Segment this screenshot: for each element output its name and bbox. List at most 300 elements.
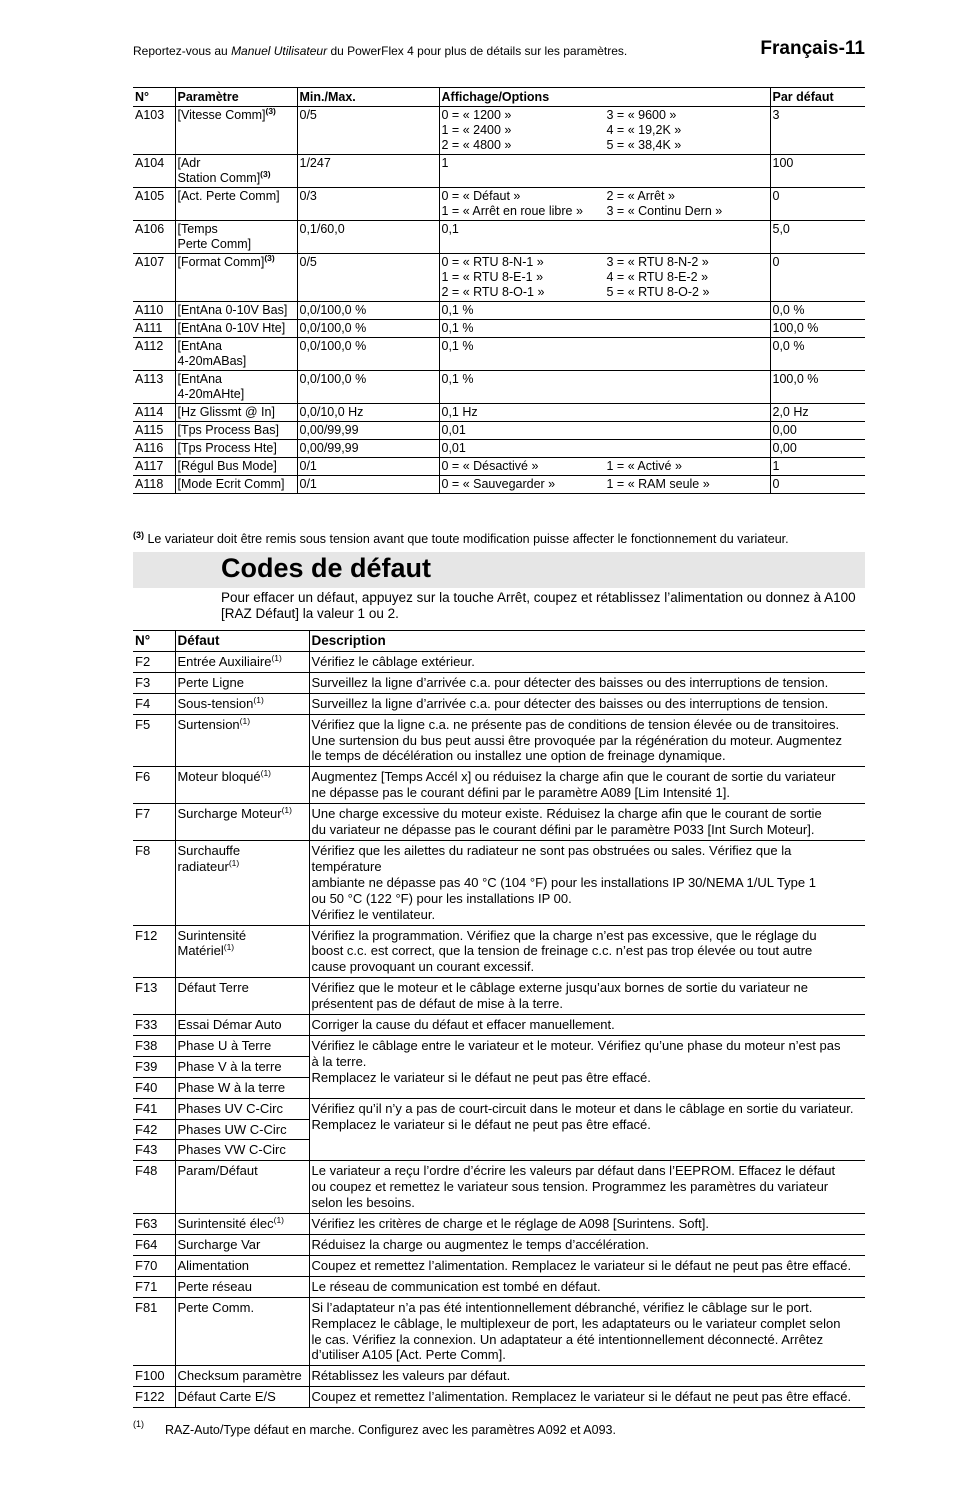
option-item: 0 = « Sauvegarder » — [441, 477, 556, 491]
param-number: A115 — [133, 422, 175, 440]
fault-row — [133, 651, 865, 672]
text-line: Surtension — [177, 716, 240, 732]
parameter-row — [133, 338, 865, 371]
fault-description — [309, 693, 865, 714]
fault-name — [175, 925, 309, 978]
fault-name — [175, 1077, 309, 1098]
fault-description — [309, 1255, 865, 1276]
fault-description — [309, 978, 865, 1015]
fault-name — [175, 1387, 309, 1408]
fault-name — [175, 1255, 309, 1276]
fault-name — [175, 1276, 309, 1297]
text-line: boost c.c. est correct, que la tension de freinage c.c. n’est pas trop élevée ou tout autre — [311, 943, 813, 959]
option-item: 1 = « RTU 8-E-1 » — [441, 270, 544, 284]
param-minmax: 0,0/100,0 % — [297, 320, 439, 338]
page-number: Français-11 — [760, 38, 865, 59]
footnote-3-mark: (3) — [133, 530, 144, 540]
param-options: 0,1 — [439, 221, 770, 254]
param-number: A118 — [133, 476, 175, 494]
param-number: A103 — [133, 107, 175, 155]
fault-name — [175, 1297, 309, 1366]
fault-name — [175, 1161, 309, 1214]
text-line: Vérifiez le câblage extérieur. — [311, 653, 475, 669]
header-manual-title: Manuel Utilisateur — [231, 44, 328, 58]
fault-description — [309, 767, 865, 804]
fault-description — [309, 714, 865, 767]
page-header — [133, 38, 865, 66]
param-number: A114 — [133, 404, 175, 422]
option-item: 1 = « 2400 » — [441, 123, 512, 137]
param-name — [175, 320, 297, 338]
param-minmax: 0,00/99,99 — [297, 422, 439, 440]
fault-number: F122 — [133, 1387, 175, 1408]
fault-row — [133, 1035, 865, 1056]
footnote-ref: (1) — [273, 1215, 285, 1226]
text-line: Surcharge Var — [177, 1237, 261, 1252]
option-item: 3 = « RTU 8-N-2 » — [606, 255, 709, 269]
text-line: Perte Comm] — [177, 237, 252, 251]
footnote-ref: (1) — [260, 768, 272, 779]
param-number: A117 — [133, 458, 175, 476]
fault-number: F100 — [133, 1366, 175, 1387]
option-item: 1 = « RAM seule » — [606, 477, 710, 491]
param-number: A104 — [133, 155, 175, 188]
fault-row — [133, 693, 865, 714]
param-options: 0,01 — [439, 422, 770, 440]
header-text-after: du PowerFlex 4 pour plus de détails sur les paramètres. — [327, 44, 628, 58]
option-item: 2 = « 4800 » — [441, 138, 512, 152]
fault-name — [175, 1119, 309, 1140]
fault-name — [175, 840, 309, 925]
text-line: Surchauffe — [177, 842, 241, 858]
text-line: Vérifiez que la ligne c.a. ne présente pas de conditions de tension élevée ou de transitoires. — [311, 716, 840, 732]
param-minmax: 0/1 — [297, 476, 439, 494]
text-line: [EntAna 0-10V Bas] — [177, 303, 288, 317]
footnote-ref: (3) — [265, 106, 276, 116]
text-line: Coupez et remettez l’alimentation. Remplacez le variateur si le défaut ne peut pas être effacé. — [311, 1257, 852, 1273]
text-line: Alimentation — [177, 1257, 250, 1273]
section-title: Codes de défaut — [221, 553, 432, 583]
text-line: Vérifiez que le moteur et le câblage externe jusqu’aux bornes de sortie du variateur ne — [311, 980, 808, 996]
fault-description — [309, 651, 865, 672]
text-line: [EntAna — [177, 372, 222, 386]
text-line: Surveillez la ligne d’arrivée c.a. pour détecter des baisses ou des interruptions de tension. — [311, 674, 829, 690]
header-text-before: Reportez-vous au — [133, 44, 232, 58]
text-line: Surcharge Moteur — [177, 806, 282, 822]
param-number: A116 — [133, 440, 175, 458]
text-line: Le réseau de communication est tombé en défaut. — [311, 1278, 601, 1294]
text-line: Une surtension du bus peut aussi être provoquée par la régénération du moteur. Augmentez — [311, 732, 842, 748]
text-line: [Temps — [177, 222, 218, 236]
text-line: Phases UW C-Circ — [177, 1121, 287, 1137]
text-line: Si l’adaptateur n’a pas été intentionnellement débranché, vérifiez le câblage sur le port. — [311, 1299, 813, 1315]
param-default: 0,00 — [770, 422, 865, 440]
param-default: 100,0 % — [770, 371, 865, 404]
text-line: Phase V à la terre — [177, 1058, 282, 1074]
text-line: ne dépasse pas le courant défini par le paramètre A089 [Lim Intensité 1]. — [311, 785, 730, 801]
options-grid — [442, 459, 768, 474]
fault-row — [133, 1161, 865, 1214]
option-item: 5 = « RTU 8-O-2 » — [606, 285, 710, 299]
text-line: 4-20mABas] — [177, 354, 247, 368]
fault-number: F81 — [133, 1297, 175, 1366]
text-line: présentent pas de défaut de mise à la terre. — [311, 996, 563, 1012]
text-line: cause provoquant un courant excessif. — [311, 959, 535, 975]
text-line: selon les besoins. — [311, 1195, 415, 1211]
col-header-options: Affichage/Options — [439, 88, 770, 107]
text-line: Remplacez le variateur si le défaut ne peut pas être effacé. — [311, 1069, 651, 1085]
param-options: 0,1 % — [439, 302, 770, 320]
fault-description — [309, 1015, 865, 1036]
fault-row — [133, 672, 865, 693]
text-line: [EntAna 0-10V Hte] — [177, 321, 286, 335]
parameter-row — [133, 371, 865, 404]
fault-number: F13 — [133, 978, 175, 1015]
param-default: 0 — [770, 476, 865, 494]
parameters-table — [133, 87, 865, 494]
fault-description — [309, 1235, 865, 1256]
fault-description — [309, 1161, 865, 1214]
fault-description — [309, 1035, 865, 1098]
text-line: Phases VW C-Circ — [177, 1142, 286, 1158]
param-minmax: 1/247 — [297, 155, 439, 188]
options-grid — [442, 255, 768, 300]
param-name — [175, 458, 297, 476]
param-default: 0,0 % — [770, 302, 865, 320]
fault-number: F70 — [133, 1255, 175, 1276]
param-name — [175, 221, 297, 254]
param-options: 0,01 — [439, 440, 770, 458]
fault-row — [133, 1297, 865, 1366]
option-item: 2 = « Arrêt » — [606, 189, 675, 203]
text-line: Le variateur a reçu l’ordre d’écrire les valeurs par défaut dans l’EEPROM. Effacez le défaut — [311, 1163, 836, 1179]
footnote-1-text: RAZ-Auto/Type défaut en marche. Configurez avec les paramètres A092 et A093. — [165, 1423, 616, 1437]
parameter-row — [133, 107, 865, 155]
fault-name — [175, 714, 309, 767]
param-name — [175, 338, 297, 371]
option-item: 2 = « RTU 8-O-1 » — [441, 285, 545, 299]
param-name — [175, 422, 297, 440]
text-line: Matériel — [177, 943, 224, 959]
fault-name — [175, 672, 309, 693]
fault-number: F63 — [133, 1214, 175, 1235]
option-item: 0 = « 1200 » — [441, 108, 512, 122]
fault-number: F6 — [133, 767, 175, 804]
fault-name — [175, 1140, 309, 1161]
col-header-minmax: Min./Max. — [297, 88, 439, 107]
param-minmax: 0,0/100,0 % — [297, 371, 439, 404]
fault-number: F41 — [133, 1098, 175, 1119]
text-line: Param/Défaut — [177, 1163, 258, 1179]
options-grid — [442, 108, 768, 153]
options-grid — [442, 477, 768, 492]
text-line: Perte Ligne — [177, 674, 244, 690]
param-options — [439, 254, 770, 302]
param-name — [175, 107, 297, 155]
param-minmax: 0/1 — [297, 458, 439, 476]
fault-name — [175, 1098, 309, 1119]
text-line: [Vitesse Comm] — [177, 108, 266, 122]
fault-name — [175, 978, 309, 1015]
fault-row — [133, 1214, 865, 1235]
param-options: 0,1 % — [439, 338, 770, 371]
parameter-row — [133, 458, 865, 476]
param-name — [175, 254, 297, 302]
text-line: Remplacez le variateur si le défaut ne peut pas être effacé. — [311, 1116, 651, 1132]
text-line: Une charge excessive du moteur existe. Réduisez la charge afin que le courant de sortie — [311, 806, 822, 822]
text-line: Perte Comm. — [177, 1299, 255, 1315]
param-number: A106 — [133, 221, 175, 254]
text-line: à la terre. — [311, 1053, 367, 1069]
option-item: 4 = « RTU 8-E-2 » — [606, 270, 709, 284]
footnote-ref: (1) — [239, 715, 251, 726]
header-reference — [133, 44, 627, 58]
fault-name — [175, 1235, 309, 1256]
text-line: Vérifiez que les ailettes du radiateur ne sont pas obstruées ou sales. Vérifiez que la température — [311, 842, 792, 874]
text-line: [EntAna — [177, 339, 222, 353]
text-line: [Act. Perte Comm] — [177, 189, 280, 203]
fault-description — [309, 1098, 865, 1161]
text-line: Corriger la cause du défaut et effacer manuellement. — [311, 1017, 615, 1033]
text-line: Checksum paramètre — [177, 1368, 302, 1384]
param-name — [175, 440, 297, 458]
text-line: Augmentez [Temps Accél x] ou réduisez la charge afin que le courant de sortie du variateur — [311, 769, 836, 785]
text-line: d’utiliser A105 [Act. Perte Comm]. — [311, 1347, 506, 1363]
fault-table-header — [133, 631, 865, 652]
fault-number: F64 — [133, 1235, 175, 1256]
col-header-fault-no: N° — [133, 631, 175, 652]
option-item: 3 = « 9600 » — [606, 108, 677, 122]
param-minmax: 0,0/10,0 Hz — [297, 404, 439, 422]
fault-codes-table — [133, 630, 865, 1408]
param-options — [439, 188, 770, 221]
text-line: Défaut Carte E/S — [177, 1389, 276, 1405]
parameter-row — [133, 404, 865, 422]
fault-row — [133, 1366, 865, 1387]
section-intro: Pour effacer un défaut, appuyez sur la touche Arrêt, coupez et rétablissez l’alimentation ou donnez à A100 [RAZ Défaut] la valeur 1 ou 2. — [221, 590, 856, 621]
col-header-fault: Défaut — [175, 631, 309, 652]
option-item: 1 = « Activé » — [606, 459, 682, 473]
param-default: 1 — [770, 458, 865, 476]
footnote-3-text: Le variateur doit être remis sous tension avant que toute modification puisse affecter le fonctionnement du variateur. — [144, 532, 789, 546]
col-header-description: Description — [309, 631, 865, 652]
fault-name — [175, 1056, 309, 1077]
fault-number: F5 — [133, 714, 175, 767]
fault-row — [133, 1098, 865, 1119]
text-line: le cas. Vérifiez la connexion. Un adaptateur a été intentionnellement déconnecté. Arrêtez — [311, 1331, 824, 1347]
fault-description — [309, 1214, 865, 1235]
footnote-ref: (3) — [264, 253, 275, 263]
param-name — [175, 188, 297, 221]
parameter-row — [133, 320, 865, 338]
fault-number: F48 — [133, 1161, 175, 1214]
param-number: A105 — [133, 188, 175, 221]
param-options — [439, 476, 770, 494]
fault-row — [133, 978, 865, 1015]
fault-number: F71 — [133, 1276, 175, 1297]
param-name — [175, 476, 297, 494]
fault-row — [133, 1387, 865, 1408]
option-item: 3 = « Continu Dern » — [606, 204, 723, 218]
fault-description — [309, 672, 865, 693]
col-header-default: Par défaut — [770, 88, 865, 107]
text-line: [Tps Process Bas] — [177, 423, 279, 437]
text-line: Essai Démar Auto — [177, 1017, 282, 1033]
fault-row — [133, 1235, 865, 1256]
param-options: 0,1 % — [439, 320, 770, 338]
footnote-ref: (1) — [228, 857, 240, 868]
param-default: 100 — [770, 155, 865, 188]
param-default: 0,0 % — [770, 338, 865, 371]
parameter-row — [133, 188, 865, 221]
option-item: 1 = « Arrêt en roue libre » — [441, 204, 583, 218]
fault-number: F8 — [133, 840, 175, 925]
text-line: Entrée Auxiliaire — [177, 653, 272, 669]
text-line: Phases UV C-Circ — [177, 1100, 283, 1116]
fault-description — [309, 925, 865, 978]
fault-name — [175, 1214, 309, 1235]
text-line: Surveillez la ligne d’arrivée c.a. pour détecter des baisses ou des interruptions de tension. — [311, 695, 829, 711]
parameter-row — [133, 422, 865, 440]
text-line: Sous-tension — [177, 695, 254, 711]
col-header-no: N° — [133, 88, 175, 107]
fault-number: F2 — [133, 651, 175, 672]
fault-number: F3 — [133, 672, 175, 693]
param-options: 1 — [439, 155, 770, 188]
param-minmax: 0,0/100,0 % — [297, 302, 439, 320]
text-line: Perte réseau — [177, 1278, 252, 1294]
options-grid — [442, 189, 768, 219]
text-line: 4-20mAHte] — [177, 387, 245, 401]
fault-description — [309, 840, 865, 925]
col-header-parameter: Paramètre — [175, 88, 297, 107]
text-line: ou coupez et remettez le variateur sous tension. Programmez les paramètres du variateur — [311, 1179, 829, 1195]
fault-name — [175, 1366, 309, 1387]
param-name — [175, 155, 297, 188]
param-name — [175, 404, 297, 422]
text-line: [Tps Process Hte] — [177, 441, 277, 455]
param-number: A111 — [133, 320, 175, 338]
text-line: Phase U à Terre — [177, 1037, 272, 1053]
param-default: 5,0 — [770, 221, 865, 254]
fault-description — [309, 1297, 865, 1366]
text-line: Vérifiez qu’il n’y a pas de court-circuit dans le moteur et dans le câblage en sortie du variateur. — [311, 1100, 854, 1116]
option-item: 4 = « 19,2K » — [606, 123, 682, 137]
fault-row — [133, 767, 865, 804]
param-minmax: 0/5 — [297, 254, 439, 302]
option-item: 0 = « Désactivé » — [441, 459, 539, 473]
text-line: Phase W à la terre — [177, 1079, 286, 1095]
text-line: ambiante ne dépasse pas 40 °C (104 °F) pour les installations IP 30/NEMA 1/UL Type 1 — [311, 874, 816, 890]
param-default: 0,00 — [770, 440, 865, 458]
fault-row — [133, 1276, 865, 1297]
option-item: 5 = « 38,4K » — [606, 138, 682, 152]
text-line: Vérifiez la programmation. Vérifiez que la charge n’est pas excessive, que le réglage du — [311, 927, 817, 943]
text-line: du variateur ne dépasse pas le courant défini par le paramètre P033 [Int Surch Moteur]. — [311, 822, 815, 838]
text-line: Surintensité — [177, 927, 247, 943]
fault-number: F39 — [133, 1056, 175, 1077]
fault-name — [175, 804, 309, 841]
footnote-ref: (1) — [281, 805, 292, 816]
footnote-1-mark: (1) — [133, 1419, 144, 1429]
param-number: A110 — [133, 302, 175, 320]
fault-name — [175, 767, 309, 804]
parameter-row — [133, 155, 865, 188]
fault-row — [133, 925, 865, 978]
text-line: Coupez et remettez l’alimentation. Remplacez le variateur si le défaut ne peut pas être effacé. — [311, 1389, 852, 1405]
fault-row — [133, 804, 865, 841]
fault-name — [175, 1015, 309, 1036]
text-line: [Format Comm] — [177, 255, 265, 269]
param-minmax: 0/5 — [297, 107, 439, 155]
text-line: Rétablissez les valeurs par défaut. — [311, 1368, 511, 1384]
fault-row — [133, 1255, 865, 1276]
text-line: Moteur bloqué — [177, 769, 261, 785]
fault-description — [309, 1276, 865, 1297]
text-line: [Régul Bus Mode] — [177, 459, 277, 473]
text-line: ou 50 °C (122 °F) pour les installations IP 00. — [311, 890, 572, 906]
text-line: Surintensité élec — [177, 1216, 274, 1232]
parameters-table-header — [133, 88, 865, 107]
fault-number: F40 — [133, 1077, 175, 1098]
fault-name — [175, 651, 309, 672]
parameter-row — [133, 302, 865, 320]
fault-row — [133, 840, 865, 925]
text-line: Vérifiez le ventilateur. — [311, 906, 436, 922]
fault-number: F43 — [133, 1140, 175, 1161]
param-options — [439, 107, 770, 155]
fault-number: F4 — [133, 693, 175, 714]
footnote-ref: (1) — [223, 942, 235, 953]
option-item: 0 = « Défaut » — [441, 189, 521, 203]
fault-description — [309, 1366, 865, 1387]
fault-number: F33 — [133, 1015, 175, 1036]
param-number: A107 — [133, 254, 175, 302]
parameter-row — [133, 254, 865, 302]
footnote-ref: (1) — [271, 652, 282, 663]
option-item: 0 = « RTU 8-N-1 » — [441, 255, 544, 269]
param-number: A113 — [133, 371, 175, 404]
param-options: 0,1 % — [439, 371, 770, 404]
param-default: 100,0 % — [770, 320, 865, 338]
text-line: Station Comm] — [177, 171, 261, 185]
text-line: Remplacez le câblage, le multiplexeur de port, les adaptateurs ou le variateur complet selon — [311, 1315, 841, 1331]
param-minmax: 0,0/100,0 % — [297, 338, 439, 371]
fault-number: F42 — [133, 1119, 175, 1140]
fault-row — [133, 714, 865, 767]
fault-name — [175, 1035, 309, 1056]
param-minmax: 0,00/99,99 — [297, 440, 439, 458]
text-line: Vérifiez les critères de charge et le réglage de A098 [Surintens. Soft]. — [311, 1216, 709, 1232]
text-line: [Hz Glissmt @ In] — [177, 405, 275, 419]
param-default: 2,0 Hz — [770, 404, 865, 422]
text-line: le temps de décélération ou installez une option de freinage dynamique. — [311, 748, 726, 764]
parameter-row — [133, 221, 865, 254]
text-line: Vérifiez le câblage entre le variateur et le moteur. Vérifiez qu’une phase du moteur n’est pas — [311, 1037, 841, 1053]
param-default: 3 — [770, 107, 865, 155]
text-line: [Mode Ecrit Comm] — [177, 477, 285, 491]
param-minmax: 0,1/60,0 — [297, 221, 439, 254]
fault-name — [175, 693, 309, 714]
fault-number: F38 — [133, 1035, 175, 1056]
param-minmax: 0/3 — [297, 188, 439, 221]
fault-row — [133, 1015, 865, 1036]
fault-description — [309, 804, 865, 841]
footnote-ref: (1) — [253, 694, 264, 705]
text-line: [Adr — [177, 156, 201, 170]
param-default: 0 — [770, 188, 865, 221]
fault-number: F7 — [133, 804, 175, 841]
